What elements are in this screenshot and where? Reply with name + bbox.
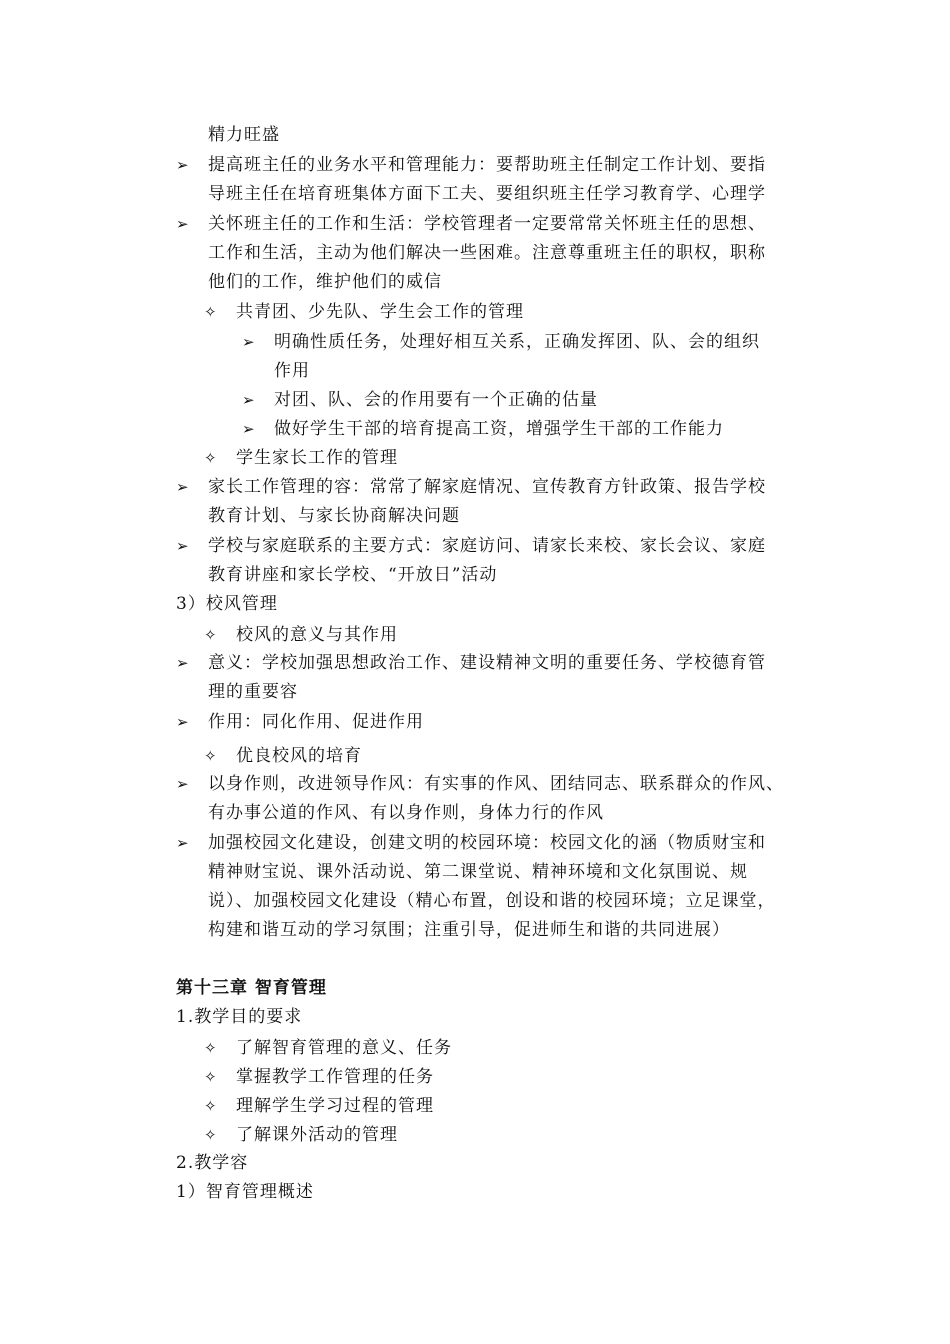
text-line: 理的重要容 bbox=[208, 682, 298, 702]
text-line: 优良校风的培育 bbox=[236, 746, 362, 766]
text-line: 提高班主任的业务水平和管理能力：要帮助班主任制定工作计划、要指 bbox=[208, 155, 766, 175]
arrow-bullet-icon: ➢ bbox=[242, 333, 255, 351]
text-line: 精神财宝说、课外活动说、第二课堂说、精神环境和文化氛围说、规 bbox=[208, 862, 748, 882]
text-line: 工作和生活，主动为他们解决一些困难。注意尊重班主任的职权，职称 bbox=[208, 243, 766, 263]
chapter-title: 第十三章 智育管理 bbox=[176, 978, 327, 998]
text-line: 关怀班主任的工作和生活：学校管理者一定要常常关怀班主任的思想、 bbox=[208, 214, 766, 234]
text-line: 意义：学校加强思想政治工作、建设精神文明的重要任务、学校德育管 bbox=[208, 653, 766, 673]
section-heading: 3）校风管理 bbox=[176, 594, 278, 614]
text-line: 作用：同化作用、促进作用 bbox=[208, 712, 424, 732]
arrow-bullet-icon: ➢ bbox=[176, 215, 189, 233]
text-line: 学校与家庭联系的主要方式：家庭访问、请家长来校、家长会议、家庭 bbox=[208, 536, 766, 556]
text-line: 理解学生学习过程的管理 bbox=[236, 1096, 434, 1116]
section-heading: 1）智育管理概述 bbox=[176, 1182, 314, 1202]
text-line: 作用 bbox=[274, 361, 310, 381]
text-line: 导班主任在培育班集体方面下工夫、要组织班主任学习教育学、心理学 bbox=[208, 184, 766, 204]
arrow-bullet-icon: ➢ bbox=[176, 654, 189, 672]
section-heading: 1.教学目的要求 bbox=[176, 1007, 303, 1027]
text-line: 有办事公道的作风、有以身作则，身体力行的作风 bbox=[208, 803, 604, 823]
text-line: 校风的意义与其作用 bbox=[236, 625, 398, 645]
text-line: 学生家长工作的管理 bbox=[236, 448, 398, 468]
arrow-bullet-icon: ➢ bbox=[176, 537, 189, 555]
text-line: 掌握教学工作管理的任务 bbox=[236, 1067, 434, 1087]
text-line: 共青团、少先队、学生会工作的管理 bbox=[236, 302, 524, 322]
text-line: 了解课外活动的管理 bbox=[236, 1125, 398, 1145]
text-line: 做好学生干部的培育提高工资，增强学生干部的工作能力 bbox=[274, 419, 724, 439]
text-line: 加强校园文化建设，创建文明的校园环境：校园文化的涵（物质财宝和 bbox=[208, 833, 766, 853]
text-line: 教育计划、与家长协商解决问题 bbox=[208, 506, 460, 526]
diamond-bullet-icon: ✧ bbox=[204, 1039, 217, 1057]
diamond-bullet-icon: ✧ bbox=[204, 1126, 217, 1144]
diamond-bullet-icon: ✧ bbox=[204, 1097, 217, 1115]
text-line: 他们的工作，维护他们的威信 bbox=[208, 272, 442, 292]
arrow-bullet-icon: ➢ bbox=[242, 391, 255, 409]
text-line: 了解智育管理的意义、任务 bbox=[236, 1038, 452, 1058]
diamond-bullet-icon: ✧ bbox=[204, 747, 217, 765]
text-line: 说）、加强校园文化建设（精心布置，创设和谐的校园环境；立足课堂， bbox=[208, 891, 776, 911]
text-line: 家长工作管理的容：常常了解家庭情况、宣传教育方针政策、报告学校 bbox=[208, 477, 766, 497]
diamond-bullet-icon: ✧ bbox=[204, 449, 217, 467]
arrow-bullet-icon: ➢ bbox=[176, 834, 189, 852]
text-line: 教育讲座和家长学校、“开放日”活动 bbox=[208, 565, 498, 585]
text-line: 精力旺盛 bbox=[208, 125, 280, 145]
diamond-bullet-icon: ✧ bbox=[204, 1068, 217, 1086]
diamond-bullet-icon: ✧ bbox=[204, 626, 217, 644]
text-line: 对团、队、会的作用要有一个正确的估量 bbox=[274, 390, 598, 410]
text-line: 明确性质任务，处理好相互关系，正确发挥团、队、会的组织 bbox=[274, 332, 760, 352]
arrow-bullet-icon: ➢ bbox=[176, 156, 189, 174]
text-line: 构建和谐互动的学习氛围；注重引导，促进师生和谐的共同进展） bbox=[208, 920, 730, 940]
text-line: 以身作则，改进领导作风：有实事的作风、团结同志、联系群众的作风、 bbox=[208, 774, 784, 794]
diamond-bullet-icon: ✧ bbox=[204, 303, 217, 321]
arrow-bullet-icon: ➢ bbox=[176, 713, 189, 731]
arrow-bullet-icon: ➢ bbox=[176, 775, 189, 793]
section-heading: 2.教学容 bbox=[176, 1153, 249, 1173]
arrow-bullet-icon: ➢ bbox=[176, 478, 189, 496]
arrow-bullet-icon: ➢ bbox=[242, 420, 255, 438]
